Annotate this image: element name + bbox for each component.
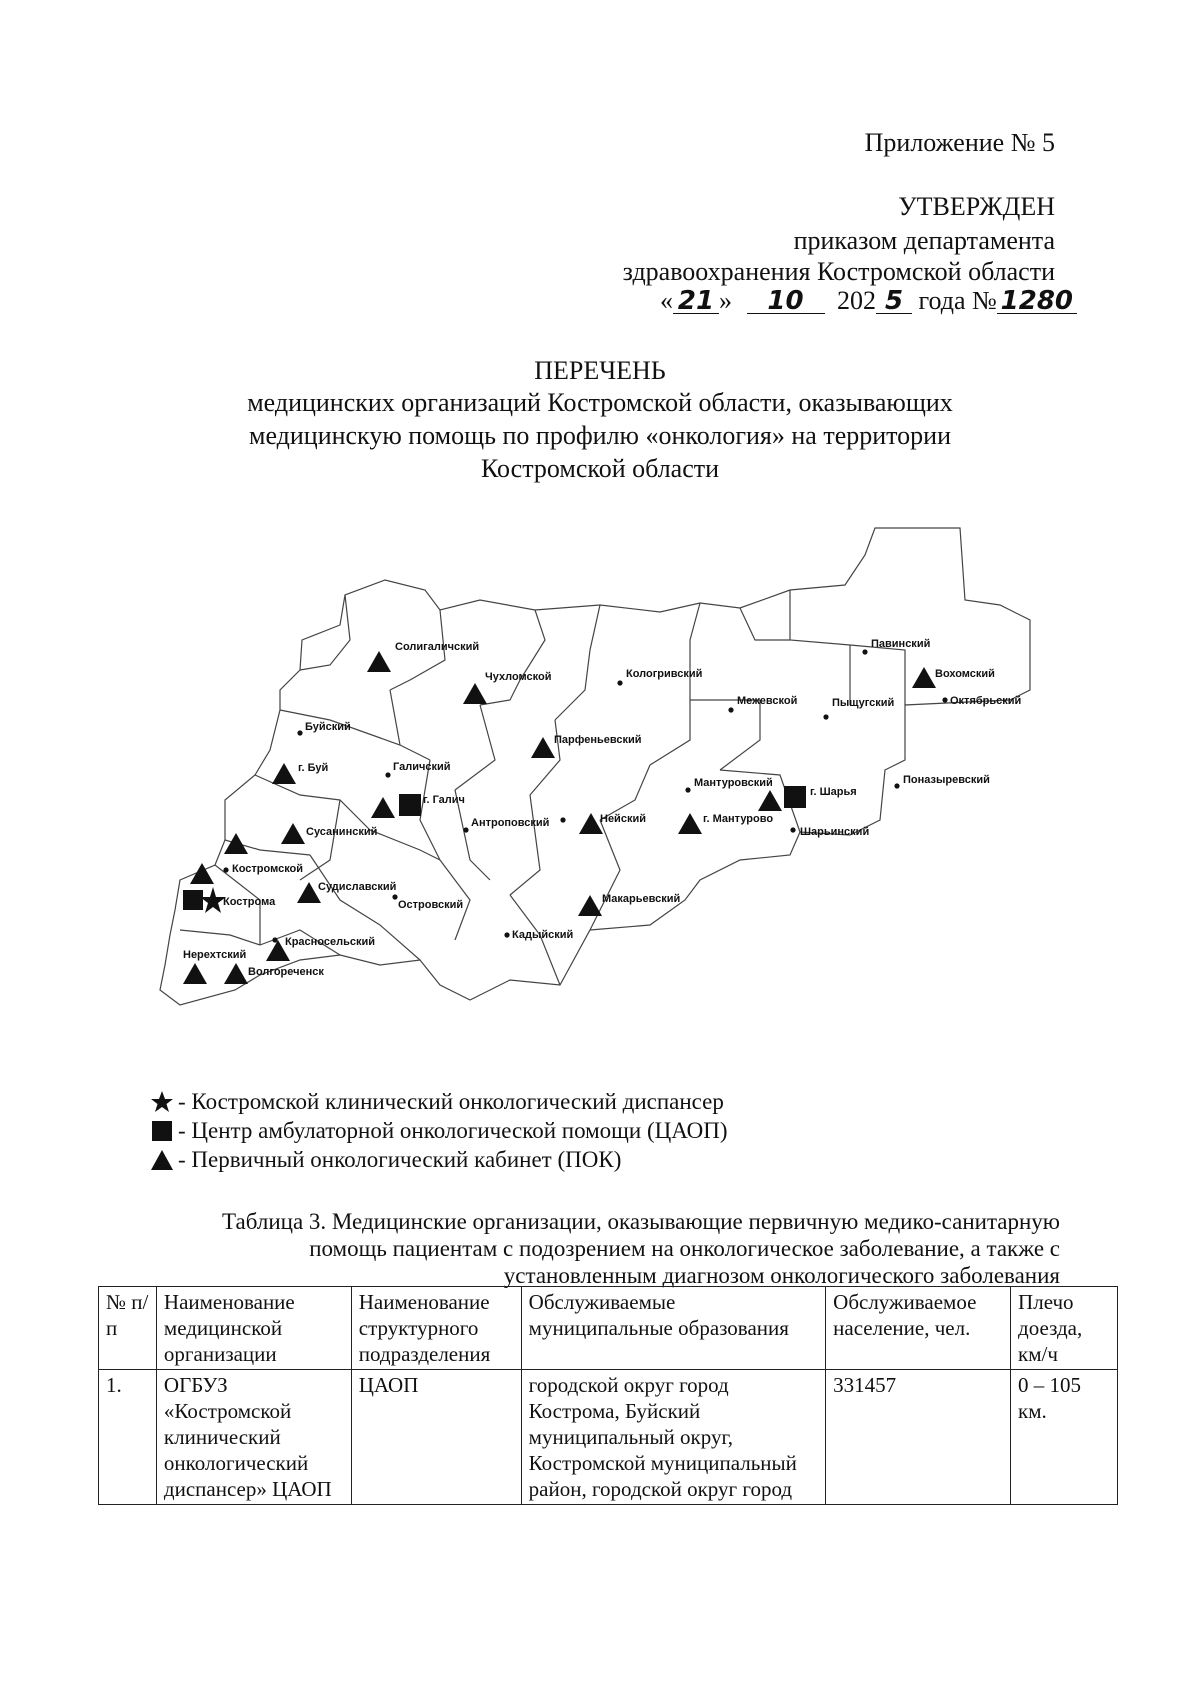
label-makaryevsky: Макарьевский	[602, 893, 681, 905]
legend-item-triangle	[150, 1146, 728, 1173]
document-subtitle-2: медицинскую помощь по профилю «онкология» на территории	[248, 421, 951, 450]
order-line-2: здравоохранения Костромской области	[622, 257, 1055, 286]
district-labels	[183, 638, 1021, 978]
label-kostroma: Кострома	[223, 896, 276, 908]
order-year-prefix: 202	[837, 286, 876, 315]
label-galichsky: Галичский	[393, 761, 451, 773]
map-legend	[150, 1088, 728, 1173]
label-krasnoselsky: Красносельский	[285, 936, 376, 948]
label-sharyinsky: Шарьинский	[800, 826, 870, 838]
table-caption-line-3: установленным диагнозом онкологического заболевания	[503, 1263, 1060, 1288]
cell-unit: ЦАОП	[351, 1370, 521, 1505]
order-date-line: « 21 » 10 202 5 года № 1280	[660, 286, 1077, 316]
document-title: ПЕРЕЧЕНЬ	[534, 356, 666, 385]
order-line-1: приказом департамента	[793, 226, 1055, 255]
district-borders	[160, 528, 1030, 1005]
appendix-number: Приложение № 5	[864, 128, 1055, 157]
label-g-sharya: г. Шарья	[810, 786, 857, 798]
cell-population: 331457	[826, 1370, 1011, 1505]
order-year-digit: 5	[876, 289, 912, 314]
square-icon	[150, 1119, 174, 1143]
cell-organization: ОГБУЗ «Костромской клинический онкологический диспансер» ЦАОП	[156, 1370, 351, 1505]
label-g-manturovo: г. Мантурово	[703, 813, 774, 825]
cell-municipalities: городской округ город Кострома, Буйский муниципальный округ, Костромской муниципальный район, городской округ город	[521, 1370, 825, 1505]
label-ostrovsky: Островский	[398, 899, 464, 911]
cell-distance: 0 – 105 км.	[1011, 1370, 1118, 1505]
table-header-row	[99, 1287, 1118, 1370]
order-year-suffix: года №	[918, 286, 997, 315]
header-organization: Наименование медицинской организации	[156, 1287, 351, 1370]
order-number: 1280	[997, 289, 1077, 314]
legend-star-label: - Костромской клинический онкологический диспансер	[178, 1089, 724, 1114]
table-caption-line-2: помощь пациентам с подозрением на онкологическое заболевание, а также с	[309, 1236, 1060, 1261]
order-month: 10	[747, 289, 825, 314]
label-buysky: Буйский	[305, 721, 351, 733]
star-icon	[150, 1090, 174, 1114]
label-vokhomsky: Вохомский	[935, 668, 995, 680]
legend-item-star	[150, 1088, 728, 1115]
legend-item-square	[150, 1117, 728, 1144]
header-number: № п/п	[99, 1287, 157, 1370]
label-kologrivsky: Кологривский	[626, 668, 703, 680]
tsaop-squares	[183, 786, 806, 910]
approved-label: УТВЕРЖДЕН	[898, 192, 1055, 221]
label-soligalichsky: Солигаличский	[395, 641, 480, 653]
label-kostromskoy: Костромской	[232, 863, 304, 875]
cell-number: 1.	[99, 1370, 157, 1505]
legend-square-label: - Центр амбулаторной онкологической помощи (ЦАОП)	[178, 1118, 728, 1143]
label-neysky: Нейский	[600, 813, 646, 825]
label-ponazyrevsky: Поназыревский	[903, 774, 990, 786]
header-unit: Наименование структурного подразделения	[351, 1287, 521, 1370]
document-subtitle-3: Костромской области	[480, 454, 720, 483]
organizations-table	[98, 1286, 1118, 1505]
label-mezhevskoy: Межевской	[737, 695, 798, 707]
legend-triangle-label: - Первичный онкологический кабинет (ПОК)	[178, 1147, 622, 1172]
triangle-icon	[150, 1148, 174, 1172]
label-nerekhtsky: Нерехтский	[183, 949, 247, 961]
table-row	[99, 1370, 1118, 1505]
label-antropovsky: Антроповский	[471, 817, 550, 829]
header-population: Обслуживаемое население, чел.	[826, 1287, 1011, 1370]
label-g-buy: г. Буй	[298, 762, 329, 774]
label-manturovsky: Мантуровский	[694, 777, 773, 789]
label-parfenyevsky: Парфеньевский	[554, 734, 642, 746]
order-day: 21	[673, 289, 719, 314]
label-volgorechensk: Волгореченск	[248, 966, 324, 978]
label-oktyabrsky: Октябрьский	[950, 695, 1022, 707]
label-g-galich: г. Галич	[423, 794, 465, 806]
label-susaninsky: Сусанинский	[306, 826, 378, 838]
label-pyshchugsky: Пыщугский	[832, 697, 895, 709]
label-sudislavsky: Судиславский	[318, 881, 397, 893]
table-caption-line-1: Таблица 3. Медицинские организации, оказывающие первичную медико-санитарную	[222, 1209, 1060, 1234]
label-kadyysky: Кадыйский	[512, 929, 574, 941]
label-pavinsky: Павинский	[871, 638, 931, 650]
header-distance: Плечо доезда, км/ч	[1011, 1287, 1118, 1370]
document-subtitle-1: медицинских организаций Костромской области, оказывающих	[247, 388, 953, 417]
header-municipalities: Обслуживаемые муниципальные образования	[521, 1287, 825, 1370]
label-chukhlomskoy: Чухломской	[485, 671, 552, 683]
